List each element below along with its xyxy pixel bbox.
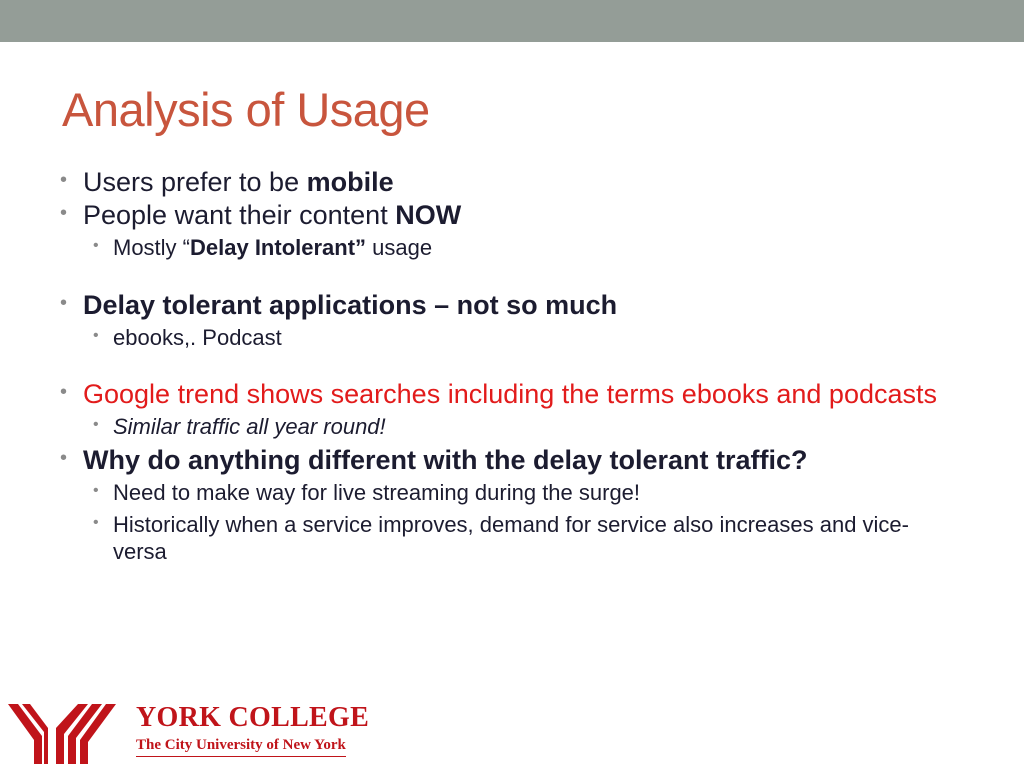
sub-bullet-item: • Historically when a service improves, demand for service also increases and vice-versa <box>93 512 909 564</box>
bullet-icon: • <box>93 236 99 254</box>
header-bar <box>0 0 1024 42</box>
slide-title: Analysis of Usage <box>62 83 430 136</box>
bullet-icon: • <box>60 291 68 314</box>
bullet-icon: • <box>60 201 68 224</box>
college-subtitle: The City University of New York <box>136 738 346 757</box>
slide-body <box>60 166 960 566</box>
bullet-icon: • <box>60 169 68 191</box>
bullet-icon: • <box>60 447 68 470</box>
bullet-icon: • <box>93 326 99 344</box>
bullet-icon: • <box>93 482 99 500</box>
sub-bullet-item: • Similar traffic all year round! <box>93 414 386 440</box>
bullet-item: • Delay tolerant applications – not so much <box>60 289 618 320</box>
bullet-item: • Users prefer to be mobile <box>60 167 394 197</box>
sub-bullet-item: • ebooks,. Podcast <box>93 324 282 350</box>
york-college-emblem-icon <box>8 702 120 764</box>
college-name: YORK COLLEGE <box>136 702 370 733</box>
york-college-logo <box>8 700 388 764</box>
bullet-icon: • <box>93 514 99 531</box>
bullet-icon: • <box>93 416 99 434</box>
bullet-icon: • <box>60 381 68 404</box>
bullet-item: • People want their content NOW <box>60 199 462 230</box>
sub-bullet-item: • Need to make way for live streaming during the surge! <box>93 480 641 506</box>
bullet-item: • Google trend shows searches including the terms ebooks and podcasts <box>60 379 937 410</box>
bullet-item: • Why do anything different with the delay tolerant traffic? <box>60 445 808 476</box>
sub-bullet-item: • Mostly “Delay Intolerant” usage <box>93 234 433 260</box>
